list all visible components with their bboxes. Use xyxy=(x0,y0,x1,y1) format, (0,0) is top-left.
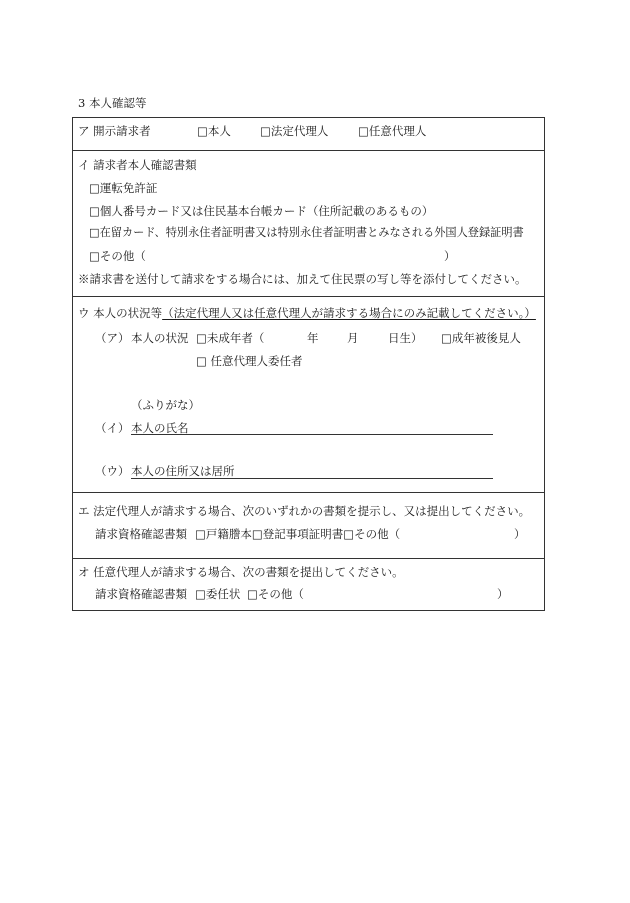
residence-card-checkbox[interactable]: □在留カード、特別永住者証明書又は特別永住者証明書とみなされる外国人登録証明書 xyxy=(89,226,524,239)
sub-a-mark: （ア） xyxy=(95,331,130,345)
sub-i-mark: （イ） xyxy=(95,421,130,435)
family-register-label: □戸籍謄本 xyxy=(195,527,252,541)
id-other-checkbox[interactable]: □その他（ xyxy=(89,249,146,263)
legal-agent-other-checkbox[interactable]: □その他（ xyxy=(343,527,401,541)
adult-ward-checkbox[interactable]: □成年被後見人 xyxy=(441,331,521,345)
principal-name-field[interactable] xyxy=(131,434,493,435)
requester-voluntary-agent-checkbox[interactable]: □任意代理人 xyxy=(358,124,427,138)
minor-checkbox[interactable]: □未成年者（ xyxy=(196,331,265,345)
principal-status-title: ウ 本人の状況等 xyxy=(78,306,163,320)
voluntary-agent-other-checkbox[interactable]: □その他（ xyxy=(247,587,304,601)
id-documents-label: イ 請求者本人確認書類 xyxy=(78,158,197,172)
family-register-checkbox[interactable] xyxy=(195,527,400,541)
legal-agent-label: エ 法定代理人が請求する場合、次のいずれかの書類を提示し、又は提出してください。 xyxy=(78,504,531,518)
box-legal-agent xyxy=(72,492,545,559)
voluntary-agent-doc-label: 請求資格確認書類 xyxy=(95,587,187,601)
registry-certificate-checkbox[interactable]: □登記事項証明書 xyxy=(251,527,344,541)
my-number-card-checkbox[interactable]: □個人番号カード又は住民基本台帳カード（住所記載のあるもの） xyxy=(89,204,434,218)
requester-self-checkbox[interactable]: □本人 xyxy=(197,124,231,138)
furigana-label: （ふりがな） xyxy=(131,398,200,412)
principal-address-label: 本人の住所又は居所 xyxy=(131,464,235,478)
principal-status-note: （法定代理人又は任意代理人が請求する場合にのみ記載してください。） xyxy=(162,306,536,320)
id-other-close-paren: ） xyxy=(444,249,456,263)
mail-note: ※請求書を送付して請求をする場合には、加えて住民票の写し等を添付してください。 xyxy=(78,272,527,286)
birth-day-label: 日生） xyxy=(388,331,423,345)
principal-delegator-checkbox[interactable]: □ 任意代理人委任者 xyxy=(196,354,303,368)
principal-address-field[interactable] xyxy=(131,478,493,479)
legal-agent-other-close-paren: ） xyxy=(514,527,526,541)
principal-name-label: 本人の氏名 xyxy=(131,421,189,435)
voluntary-agent-label: オ 任意代理人が請求する場合、次の書類を提出してください。 xyxy=(78,565,404,579)
power-of-attorney-checkbox[interactable]: □委任状 xyxy=(195,587,241,601)
section-title: 3 本人確認等 xyxy=(78,96,147,110)
voluntary-agent-other-close-paren: ） xyxy=(497,587,509,601)
requester-legal-agent-checkbox[interactable]: □法定代理人 xyxy=(260,124,329,138)
principal-status-label xyxy=(78,306,536,320)
sub-u-mark: （ウ） xyxy=(95,464,130,478)
birth-year-label: 年 xyxy=(307,331,319,345)
legal-agent-doc-label: 請求資格確認書類 xyxy=(95,527,187,541)
requester-label: ア 開示請求者 xyxy=(78,124,151,138)
drivers-license-checkbox[interactable]: □運転免許証 xyxy=(89,181,158,195)
principal-status-sublabel: 本人の状況 xyxy=(131,331,189,345)
birth-month-label: 月 xyxy=(347,331,359,345)
